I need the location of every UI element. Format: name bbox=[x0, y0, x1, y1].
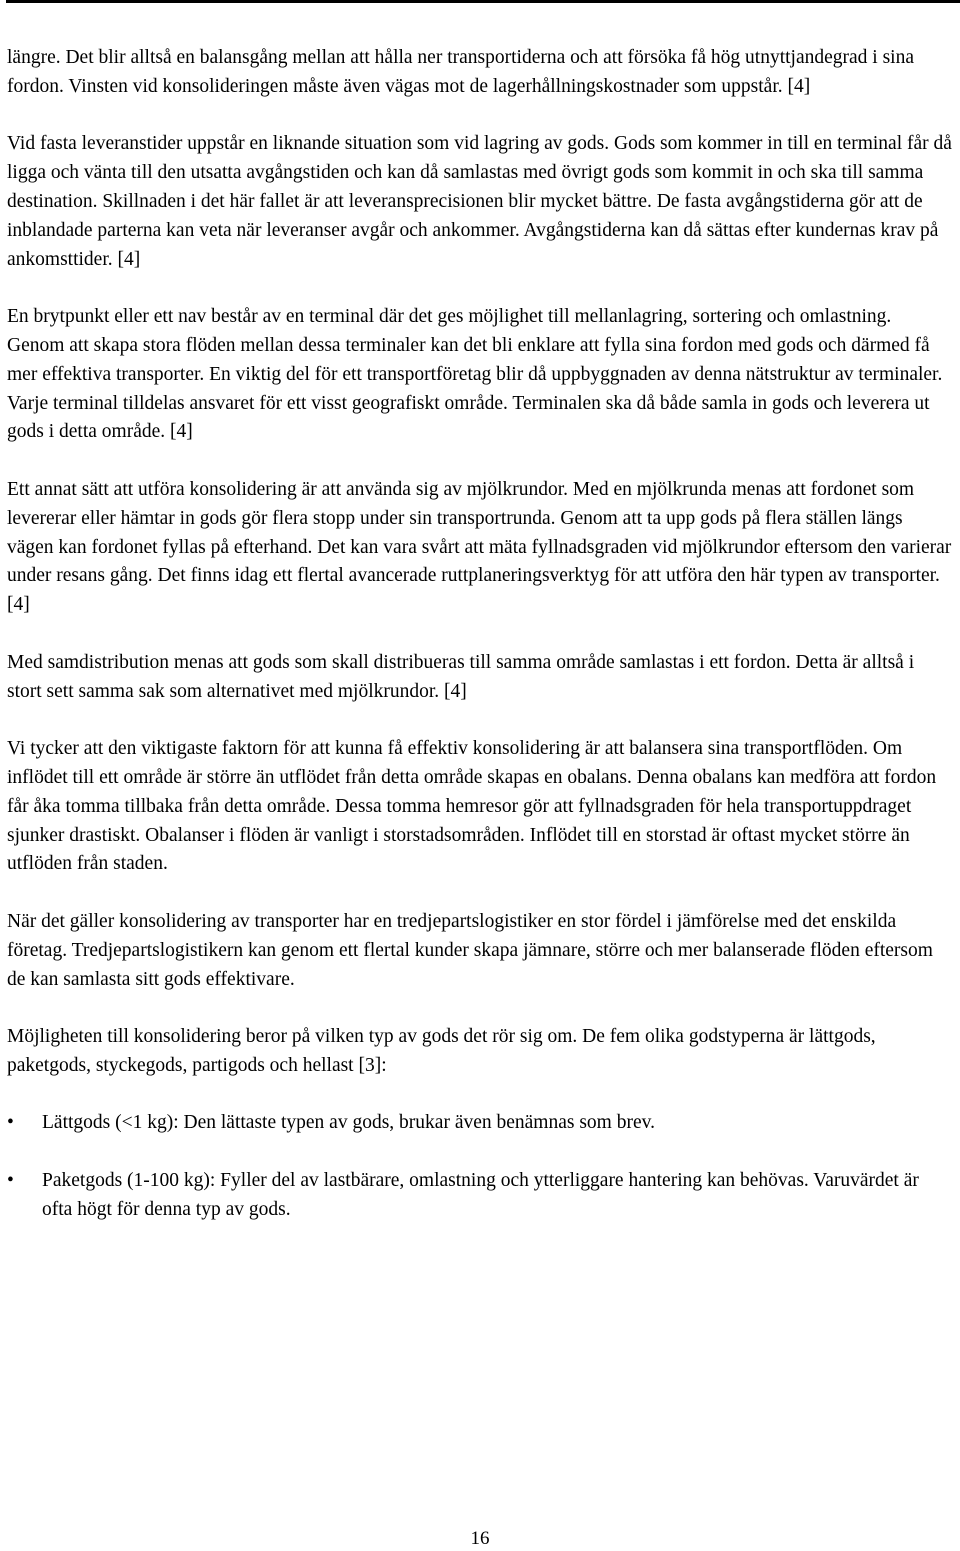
bullet-icon: • bbox=[7, 1112, 14, 1134]
paragraph: Ett annat sätt att utföra konsolidering är att använda sig av mjölkrundor. Med en mjölkrunda menas att fordonet som levererar eller hämtar in gods gör flera stopp under sin transportrunda. Genom att ta upp gods på flera ställen längs vägen kan fordonet fyllas på efterhand. Det kan vara svårt att mäta fyllnadsgraden vid mjölkrundor eftersom den varierar under resans gång. Det finns idag ett flertal avancerade ruttplaneringsverktyg för att utföra den här typen av transporter. [4] bbox=[7, 478, 952, 616]
bullet-list bbox=[7, 1109, 953, 1224]
paragraph: När det gäller konsolidering av transporter har en tredjepartslogistiker en stor fördel i jämförelse med det enskilda företag. Tredjepartslogistikern kan genom ett flertal kunder skapa jämnare, större och mer balanserade flöden eftersom de kan samlasta sitt gods effektivare. bbox=[7, 910, 933, 990]
document-page bbox=[7, 44, 953, 1253]
list-item bbox=[7, 1109, 953, 1138]
paragraph: Möjligheten till konsolidering beror på vilken typ av gods det rör sig om. De fem olika godstyperna är lättgods, paketgods, styckegods, partigods och hellast [3]: bbox=[7, 1026, 876, 1076]
page-number: 16 bbox=[470, 1528, 490, 1549]
header-rule bbox=[6, 0, 960, 3]
bullet-icon: • bbox=[7, 1170, 14, 1192]
paragraph: En brytpunkt eller ett nav består av en terminal där det ges möjlighet till mellanlagring, sortering och omlastning. Genom att skapa stora flöden mellan dessa terminaler kan det bli enklare att fylla sina fordon med gods och därmed få mer effektiva transporter. En viktig del för ett transportföretag blir då uppbyggnaden av denna nätstruktur av terminaler. Varje terminal tilldelas ansvaret för ett visst geografiskt område. Terminalen ska då både samla in gods och leverera ut gods i detta område. [4] bbox=[7, 306, 943, 443]
list-item bbox=[7, 1167, 953, 1225]
list-item-text: Paketgods (1-100 kg): Fyller del av lastbärare, omlastning och ytterliggare hantering kan behövas. Varuvärdet är ofta högt för denna typ av gods. bbox=[42, 1170, 919, 1220]
list-item-text: Lättgods (<1 kg): Den lättaste typen av gods, brukar även benämnas som brev. bbox=[42, 1112, 655, 1134]
paragraph: Vi tycker att den viktigaste faktorn för att kunna få effektiv konsolidering är att balansera sina transportflöden. Om inflödet till ett område är större än utflödet från detta område skapas en obalans. Denna obalans kan medföra att fordon får åka tomma tillbaka från detta område. Dessa tomma hemresor gör att fyllnadsgraden för hela transportuppdraget sjunker drastiskt. Obalanser i flöden är vanligt i storstadsområden. Inflödet till en storstad är oftast mycket större än utflöden från staden. bbox=[7, 738, 937, 875]
paragraph: Med samdistribution menas att gods som skall distribueras till samma område samlastas i ett fordon. Detta är alltså i stort sett samma sak som alternativet med mjölkrundor. [4] bbox=[7, 651, 915, 702]
paragraph: längre. Det blir alltså en balansgång mellan att hålla ner transportiderna och att försöka få hög utnyttjandegrad i sina fordon. Vinsten vid konsolideringen måste även vägas mot de lagerhållningskostnader som uppstår. [4] bbox=[7, 47, 914, 97]
paragraph: Vid fasta leveranstider uppstår en liknande situation som vid lagring av gods. Gods som kommer in till en terminal får då ligga och vänta till den utsatta avgångstiden och kan då samlastas med övrigt gods som kommit in och ska till samma destination. Skillnaden i det här fallet är att leveransprecisionen blir mycket bättre. De fasta avgångstiderna gör att de inblandade parterna kan veta när leveranser avgår och ankommer. Avgångstiderna kan då sättas efter kundernas krav på ankomsttider. [4] bbox=[7, 133, 952, 270]
